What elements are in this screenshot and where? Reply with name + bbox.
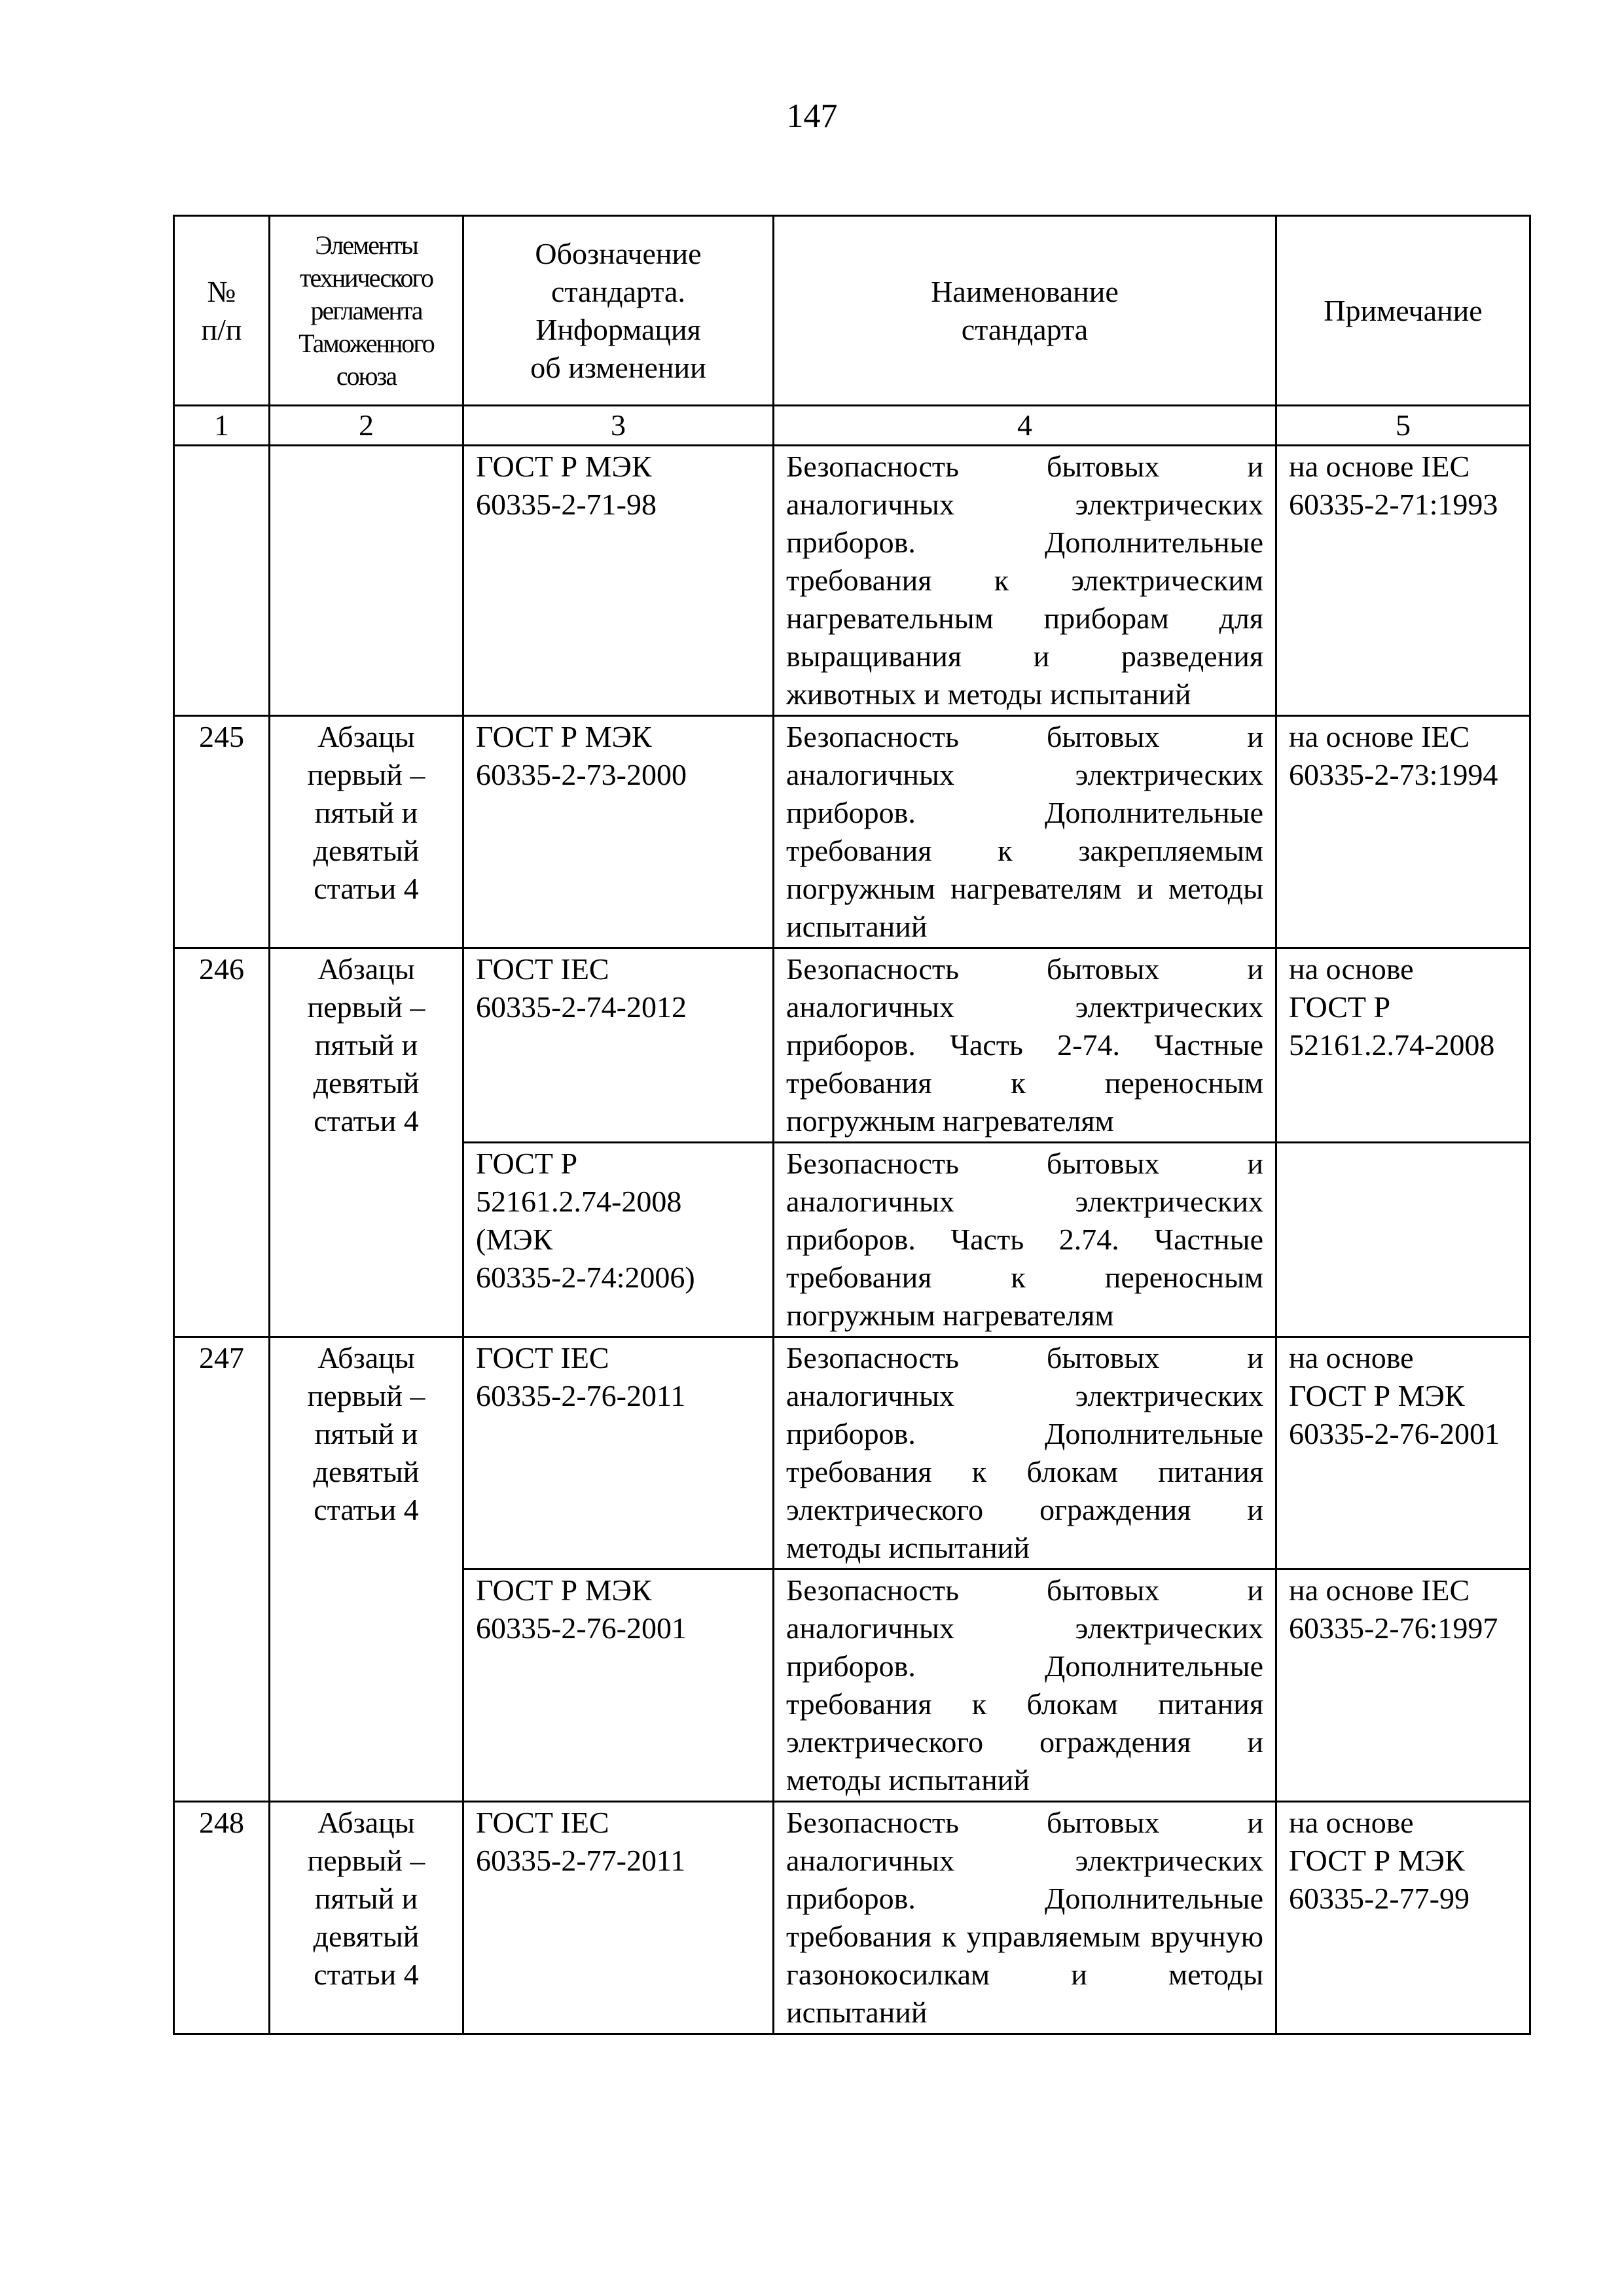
row-elements-line: пятый и	[314, 1882, 418, 1915]
table-row	[174, 446, 1530, 716]
row-elements-line: пятый и	[314, 796, 418, 829]
standard-note	[1276, 446, 1530, 716]
standard-designation	[463, 1802, 774, 2034]
standard-note-line: на основе	[1289, 1341, 1414, 1374]
row-elements-line: первый –	[307, 990, 425, 1024]
page-number: 147	[786, 98, 838, 135]
standard-note-line: на основе	[1289, 952, 1414, 986]
standard-note-line: 60335-2-71:1993	[1289, 488, 1498, 521]
standard-note-line: 60335-2-76:1997	[1289, 1611, 1498, 1645]
table-row	[174, 1337, 1530, 1570]
header-elements	[270, 216, 463, 406]
standard-designation	[463, 948, 774, 1143]
standard-designation-line: ГОСТ IEC	[476, 1341, 609, 1374]
standard-name: Безопасность бытовых и аналогичных электрических приборов. Часть 2.74. Частные требования к переносным погружным нагревателям	[774, 1143, 1276, 1337]
standard-designation-line: 60335-2-71-98	[476, 488, 657, 521]
row-elements-line: пятый и	[314, 1417, 418, 1450]
standard-designation-line: ГОСТ IEC	[476, 952, 609, 986]
standard-designation	[463, 1570, 774, 1802]
row-elements-line: пятый и	[314, 1028, 418, 1062]
row-number: 246	[174, 948, 270, 1337]
standard-designation-line: 60335-2-73-2000	[476, 758, 687, 791]
row-elements-line: Абзацы	[317, 952, 415, 986]
row-elements-line: первый –	[307, 1379, 425, 1412]
header-elements-line: технического	[300, 262, 433, 293]
standard-note-line: ГОСТ Р МЭК	[1289, 1844, 1465, 1877]
standard-note-line: на основе IEC	[1289, 450, 1470, 483]
row-elements	[270, 446, 463, 716]
header-name-line: Наименование	[931, 274, 1119, 308]
header-elements-line: Элементы	[315, 230, 418, 260]
standard-name: Безопасность бытовых и аналогичных электрических приборов. Часть 2-74. Частные требования к переносным погружным нагревателям	[774, 948, 1276, 1143]
column-numbers-row	[174, 406, 1530, 446]
row-elements	[270, 716, 463, 948]
row-number: 248	[174, 1802, 270, 2034]
standard-note-line: 60335-2-77-99	[1289, 1882, 1470, 1915]
standard-note	[1276, 1143, 1530, 1337]
column-number: 4	[774, 406, 1276, 446]
table-row	[174, 716, 1530, 948]
table-row	[174, 1802, 1530, 2034]
standard-designation-line: 60335-2-76-2011	[476, 1379, 686, 1412]
row-elements-line: Абзацы	[317, 1341, 415, 1374]
header-num-line: №	[207, 274, 236, 308]
header-designation-line: об изменении	[530, 350, 706, 384]
row-number: 245	[174, 716, 270, 948]
standard-note-line: 52161.2.74-2008	[1289, 1028, 1495, 1062]
standard-note-line: 60335-2-73:1994	[1289, 758, 1498, 791]
row-elements-line: Абзацы	[317, 720, 415, 753]
row-elements-line: статьи 4	[314, 1104, 419, 1138]
standard-designation	[463, 1337, 774, 1570]
standard-note-line: ГОСТ Р	[1289, 990, 1391, 1024]
standards-table	[173, 215, 1531, 2035]
row-elements	[270, 1802, 463, 2034]
table-header	[174, 216, 1530, 446]
standard-name: Безопасность бытовых и аналогичных электрических приборов. Дополнительные требования к электрическим нагревательным приборам для выращивания и разведения животных и методы испытаний	[774, 446, 1276, 716]
row-number	[174, 446, 270, 716]
standard-note	[1276, 1337, 1530, 1570]
standard-designation	[463, 716, 774, 948]
standard-name: Безопасность бытовых и аналогичных электрических приборов. Дополнительные требования к блокам питания электрического ограждения и методы испытаний	[774, 1337, 1276, 1570]
header-row	[174, 216, 1530, 406]
header-num	[174, 216, 270, 406]
standard-note	[1276, 716, 1530, 948]
column-number: 1	[174, 406, 270, 446]
table-body	[174, 446, 1530, 2034]
standard-note-line: на основе IEC	[1289, 1573, 1470, 1607]
row-elements-line: первый –	[307, 1844, 425, 1877]
standard-designation-line: (МЭК	[476, 1223, 553, 1256]
row-elements-line: девятый	[313, 1066, 420, 1100]
row-elements-line: первый –	[307, 758, 425, 791]
standard-note-line: на основе IEC	[1289, 720, 1470, 753]
standard-name: Безопасность бытовых и аналогичных электрических приборов. Дополнительные требования к управляемым вручную газонокосилкам и методы испытаний	[774, 1802, 1276, 2034]
header-name	[774, 216, 1276, 406]
header-name-line: стандарта	[961, 312, 1089, 346]
column-number: 3	[463, 406, 774, 446]
header-num-line: п/п	[201, 312, 242, 346]
standard-designation-line: 60335-2-76-2001	[476, 1611, 687, 1645]
standard-designation-line: 60335-2-77-2011	[476, 1844, 686, 1877]
standard-designation-line: ГОСТ Р МЭК	[476, 720, 652, 753]
header-designation-line: Информация	[535, 312, 701, 346]
standard-designation-line: 60335-2-74:2006)	[476, 1261, 695, 1294]
header-designation	[463, 216, 774, 406]
column-number: 2	[270, 406, 463, 446]
header-elements-line: союза	[336, 361, 397, 391]
standard-note	[1276, 1570, 1530, 1802]
column-number: 5	[1276, 406, 1530, 446]
header-elements-line: регламента	[310, 295, 422, 325]
standard-note-line: ГОСТ Р МЭК	[1289, 1379, 1465, 1412]
standard-note	[1276, 948, 1530, 1143]
row-elements	[270, 948, 463, 1337]
standard-designation-line: ГОСТ IEC	[476, 1806, 609, 1839]
standard-note	[1276, 1802, 1530, 2034]
standard-designation-line: 52161.2.74-2008	[476, 1185, 682, 1218]
standard-note-line: на основе	[1289, 1806, 1414, 1839]
standard-designation	[463, 1143, 774, 1337]
standard-name: Безопасность бытовых и аналогичных электрических приборов. Дополнительные требования к закрепляемым погружным нагревателям и методы испытаний	[774, 716, 1276, 948]
header-designation-line: стандарта.	[551, 274, 685, 308]
standard-designation-line: ГОСТ Р МЭК	[476, 450, 652, 483]
standard-note-line: 60335-2-76-2001	[1289, 1417, 1500, 1450]
header-designation-line: Обозначение	[535, 236, 702, 270]
header-note: Примечание	[1276, 216, 1530, 406]
row-elements-line: статьи 4	[314, 1958, 419, 1991]
header-elements-line: Таможенного	[298, 328, 434, 358]
standard-name: Безопасность бытовых и аналогичных электрических приборов. Дополнительные требования к блокам питания электрического ограждения и методы испытаний	[774, 1570, 1276, 1802]
row-number: 247	[174, 1337, 270, 1802]
standard-designation-line: 60335-2-74-2012	[476, 990, 687, 1024]
standard-designation-line: ГОСТ Р МЭК	[476, 1573, 652, 1607]
standard-designation	[463, 446, 774, 716]
row-elements-line: девятый	[313, 1920, 420, 1953]
row-elements-line: девятый	[313, 1455, 420, 1488]
table-row	[174, 948, 1530, 1143]
row-elements	[270, 1337, 463, 1802]
row-elements-line: статьи 4	[314, 1493, 419, 1526]
row-elements-line: Абзацы	[317, 1806, 415, 1839]
standard-designation-line: ГОСТ Р	[476, 1147, 578, 1180]
row-elements-line: статьи 4	[314, 872, 419, 905]
row-elements-line: девятый	[313, 834, 420, 867]
